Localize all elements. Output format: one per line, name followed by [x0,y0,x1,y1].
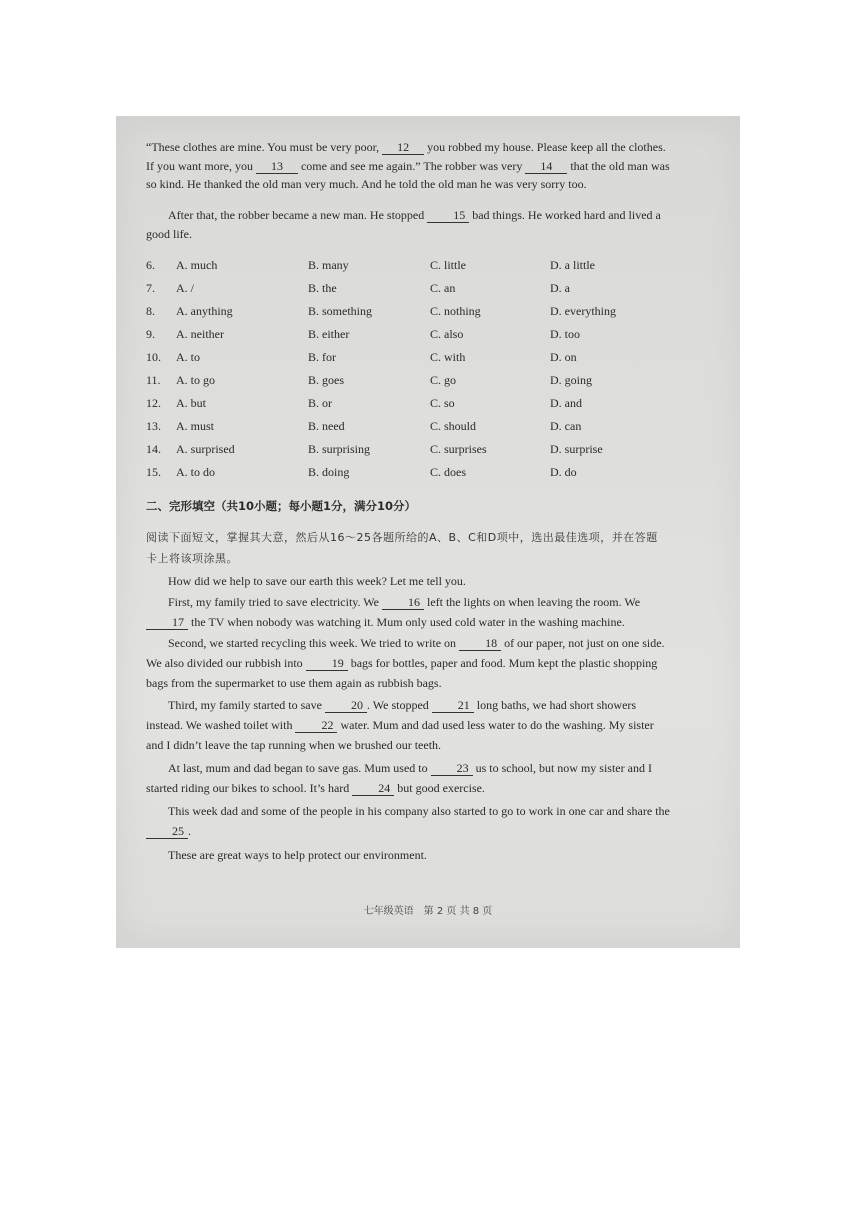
option-d: D. a [550,281,570,295]
question-number: 7. [146,281,155,295]
section-2-instruction: 阅读下面短文，掌握其大意，然后从16～25各题所给的A、B、C和D项中，选出最佳选项，并在答题卡上将该项涂黑。 [146,531,658,565]
question-row-6 [146,256,706,276]
blank-16: 16 [382,596,424,610]
option-a: A. to go [176,373,215,387]
question-row-8 [146,302,706,322]
text: of our paper, not just on one side. We also divided our rubbish into [146,636,665,670]
question-row-15 [146,463,706,483]
option-b: B. doing [308,465,350,479]
option-b: B. either [308,327,350,341]
text: the TV when nobody was watching it. Mum only used cold water in the washing machine. [188,614,625,629]
question-row-9 [146,325,706,345]
question-row-7 [146,279,706,299]
text: At last, mum and dad began to save gas. Mum used to [168,761,431,775]
question-row-11 [146,371,706,391]
text: bad things. He worked hard and lived a good life. [146,208,661,241]
question-row-13 [146,417,706,437]
passage1-paragraph-1 [146,138,670,194]
question-number: 13. [146,419,161,433]
text: long baths, we had short showers instead. We washed toilet with [146,698,637,732]
question-number: 10. [146,350,161,364]
question-number: 8. [146,304,155,318]
option-a: A. to do [176,465,215,479]
option-d: D. can [550,419,582,433]
option-a: A. / [176,281,194,295]
option-c: C. nothing [430,304,481,318]
blank-19: 19 [306,657,348,671]
text: “These clothes are mine. You must be very poor, [146,140,383,154]
question-number: 11. [146,373,161,387]
text: you robbed my house. Please keep all the clothes. If you want more, you [146,140,666,173]
option-b: B. goes [308,373,344,387]
option-c: C. surprises [430,442,487,456]
option-d: D. and [550,396,582,410]
option-b: B. something [308,304,373,318]
option-d: D. surprise [550,442,603,456]
question-number: 15. [146,465,161,479]
text: come and see me again.” The robber was very [297,158,526,173]
option-a: A. but [176,396,206,410]
text: but good exercise. [394,780,485,795]
option-a: A. must [176,419,215,433]
exam-page [116,116,740,948]
option-a: A. to [176,350,200,364]
passage2-closing: These are great ways to help protect our environment. [168,848,427,862]
option-c: C. an [430,281,456,295]
text: that the old man was so kind. He thanked the old man very much. And he told the old man he was very sorry too. [146,158,670,192]
passage1-paragraph-2 [146,206,670,243]
question-row-10 [146,348,706,368]
passage2-intro: How did we help to save our earth this week? Let me tell you. [168,574,466,588]
passage2-paragraph-2 [146,634,670,693]
text: water. Mum and dad used less water to do the washing. My sister and I didn’t leave the tap running when we brushed our teeth. [146,717,654,752]
text: . We stopped [366,698,432,712]
blank-22: 22 [295,719,337,733]
option-b: B. or [308,396,332,410]
text: After that, the robber became a new man. He stopped [168,208,428,222]
page-footer: 七年级英语 第 2 页 共 8 页 [363,906,493,917]
blank-15: 15 [427,209,469,223]
option-a: A. neither [176,327,224,341]
question-row-12 [146,394,706,414]
option-c: C. with [430,350,466,364]
question-row-14 [146,440,706,460]
option-d: D. on [550,350,577,364]
text: This week dad and some of the people in his company also started to go to work in one car and share the [168,804,670,818]
blank-12: 12 [382,141,424,155]
option-a: A. surprised [176,442,235,456]
option-b: B. for [308,350,336,364]
option-c: C. does [430,465,466,479]
blank-23: 23 [431,762,473,776]
question-number: 12. [146,396,161,410]
passage2-paragraph-3 [146,696,670,755]
option-d: D. a little [550,258,595,272]
section-2-title: 二、完形填空（共10小题；每小题1分，满分10分） [146,499,417,513]
text: Second, we started recycling this week. We tried to write on [168,636,460,650]
text: left the lights on when leaving the room. We [423,595,641,609]
option-b: B. many [308,258,349,272]
option-a: A. much [176,258,218,272]
option-d: D. too [550,327,580,341]
question-number: 6. [146,258,155,272]
option-c: C. should [430,419,477,433]
text: Third, my family started to save [168,698,325,712]
blank-18: 18 [459,637,501,651]
passage2-paragraph-1 [146,593,670,633]
exam-page-photo [116,116,740,948]
option-a: A. anything [176,304,233,318]
text: bags for bottles, paper and food. Mum kept the plastic shopping bags from the supermarket to use them again as rubbish bags. [146,655,658,690]
blank-24: 24 [352,782,394,796]
blank-21: 21 [432,699,474,713]
blank-14: 14 [525,160,567,174]
text: First, my family tried to save electricity. We [168,595,382,609]
option-d: D. everything [550,304,616,318]
option-c: C. also [430,327,464,341]
question-number: 14. [146,442,161,456]
blank-20: 20 [325,699,367,713]
passage2-paragraph-5 [146,802,670,842]
blank-13: 13 [256,160,298,174]
blank-25: 25 [146,825,188,839]
blank-17: 17 [146,616,188,630]
option-c: C. go [430,373,457,387]
option-c: C. so [430,396,455,410]
text: us to school, but now my sister and I started riding our bikes to school. It’s hard [146,761,652,795]
question-number: 9. [146,327,155,341]
text: . [188,823,191,838]
passage2-paragraph-4 [146,759,670,799]
option-b: B. need [308,419,345,433]
option-b: B. the [308,281,337,295]
option-b: B. surprising [308,442,371,456]
option-c: C. little [430,258,466,272]
option-d: D. do [550,465,577,479]
option-d: D. going [550,373,592,387]
